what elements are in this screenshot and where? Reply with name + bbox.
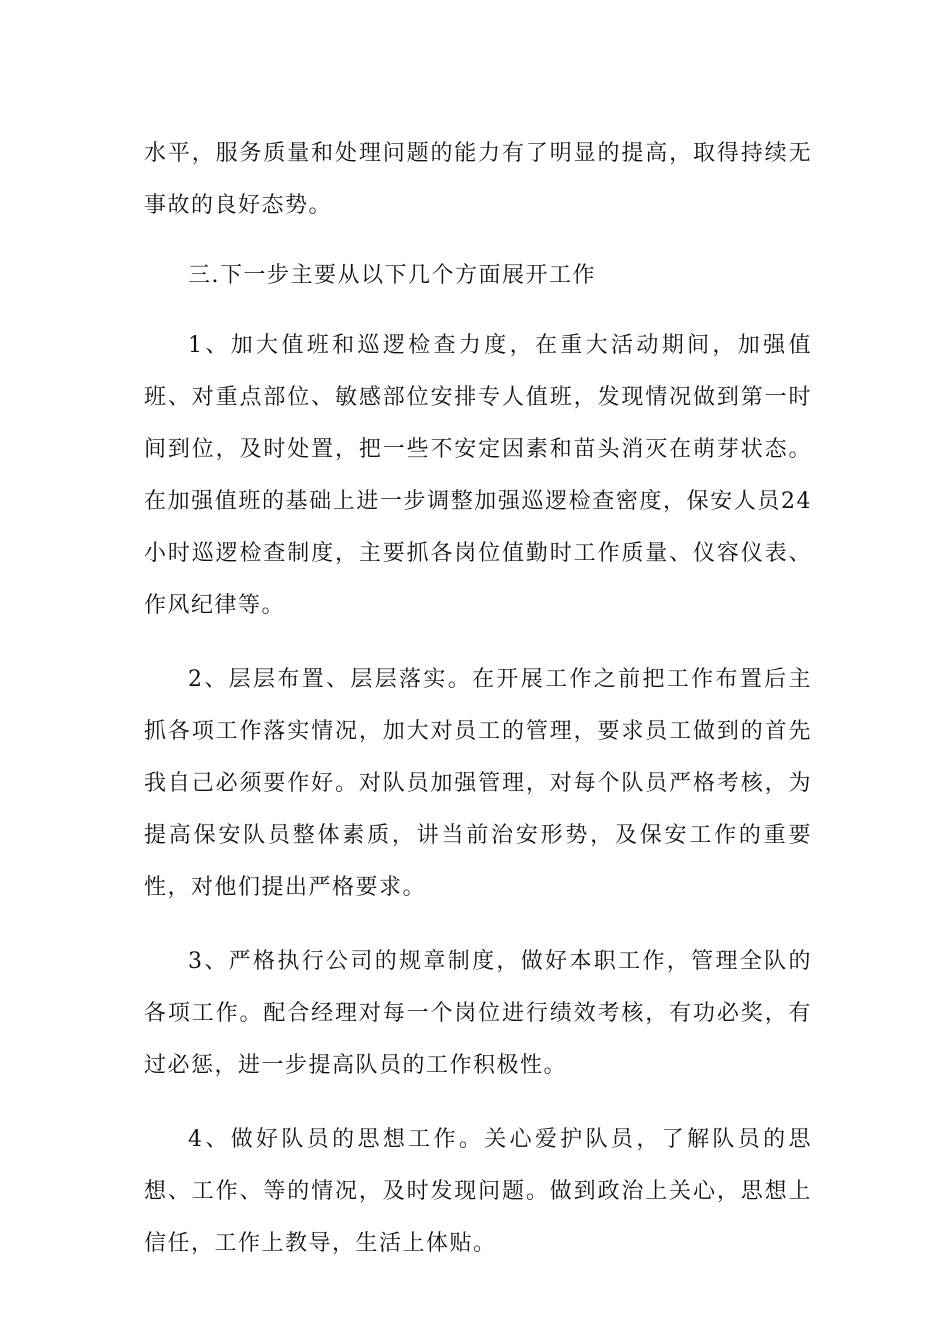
paragraph-item-4: 4、做好队员的思想工作。关心爱护队员，了解队员的思想、工作、等的情况，及时发现问题。做到政治上关心，思想上信任，工作上教导，生活上体贴。 (144, 1127, 812, 1256)
paragraph-item-1: 1、加大值班和巡逻检查力度，在重大活动期间，加强值班、对重点部位、敏感部位安排专人值班，发现情况做到第一时间到位，及时处置，把一些不安定因素和苗头消灭在萌芽状态。在加强值班的基础上进一步调整加强巡逻检查密度，保安人员24小时巡逻检查制度，主要抓各岗位值勤时工作质量、仪容仪表、作风纪律等。 (144, 333, 812, 618)
paragraph-item-2: 2、层层布置、层层落实。在开展工作之前把工作布置后主抓各项工作落实情况，加大对员工的管理，要求员工做到的首先我自己必须要作好。对队员加强管理，对每个队员严格考核，为提高保安队员整体素质，讲当前治安形势，及保安工作的重要性，对他们提出严格要求。 (144, 667, 812, 900)
document-body (144, 128, 812, 1292)
section-heading: 三.下一步主要从以下几个方面展开工作 (188, 263, 596, 288)
paragraph-continuation: 水平，服务质量和处理问题的能力有了明显的提高，取得持续无事故的良好态势。 (144, 141, 812, 218)
paragraph-item-3: 3、严格执行公司的规章制度，做好本职工作，管理全队的各项工作。配合经理对每一个岗位进行绩效考核，有功必奖，有过必惩，进一步提高队员的工作积极性。 (144, 949, 812, 1078)
